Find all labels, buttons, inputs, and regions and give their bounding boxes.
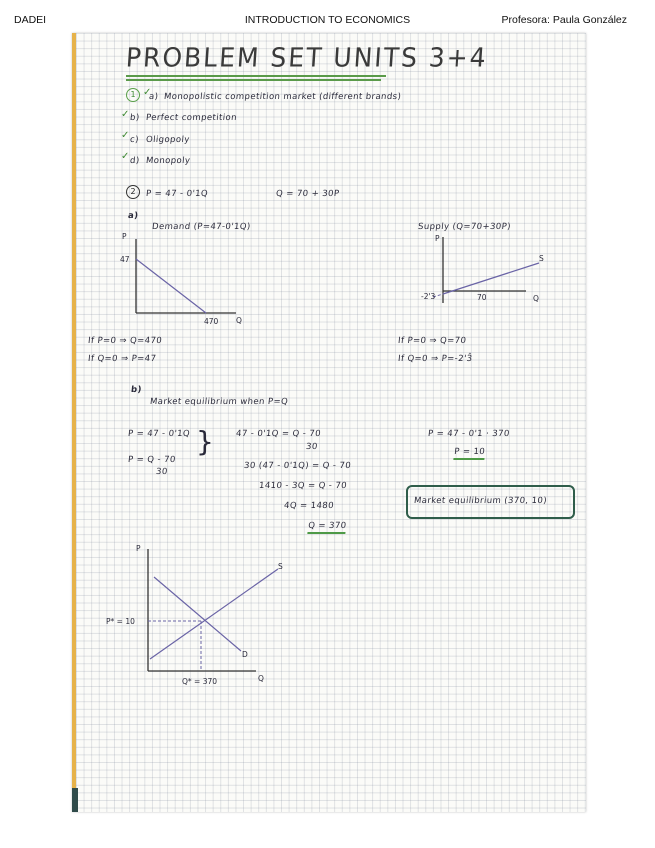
q1-item-b-label: b): [129, 113, 141, 123]
equilibrium-graph: [106, 541, 296, 691]
demand-note-2: If Q=0 ⇒ P=47: [87, 354, 157, 364]
demand-label: Demand (P=47-0'1Q): [151, 222, 252, 232]
page-title: PROBLEM SET UNITS 3+4: [124, 42, 489, 73]
q1-item-b-text: Perfect competition: [145, 113, 238, 123]
part-b-label: b): [130, 385, 143, 395]
q1-item-a-text: Monopolistic competition market (different brands): [163, 92, 402, 102]
eq-q-axis-label: Q: [258, 674, 264, 683]
system-eq-2-denominator: 30: [155, 467, 169, 477]
demand-q-axis-label: Q: [236, 316, 242, 325]
system-eq-1: P = 47 - 0'1Q: [127, 429, 191, 439]
equilibrium-box: [406, 485, 575, 519]
binder-corner: [72, 788, 78, 812]
step-1-denominator: 30: [305, 442, 319, 452]
q1-item-c-text: Oligopoly: [145, 135, 191, 145]
eq-demand-curve: [154, 577, 241, 651]
supply-q-axis-label: Q: [533, 294, 539, 303]
eq-supply-label: S: [278, 562, 283, 571]
supply-p-axis-label: P: [435, 234, 440, 243]
q2-quantity-equation: Q = 70 + 30P: [275, 189, 340, 199]
system-brace: }: [196, 425, 215, 458]
check-icon: ✓: [121, 130, 130, 141]
question-2-number: 2: [126, 185, 140, 199]
title-underline: [126, 75, 386, 77]
supply-curve-label: S: [539, 254, 544, 263]
eq-q-star: Q* = 370: [182, 677, 218, 686]
demand-q-intercept: 470: [204, 317, 219, 326]
equilibrium-box-text: Market equilibrium (370, 10): [413, 496, 548, 506]
q1-item-c-label: c): [129, 135, 140, 145]
title-underline-2: [126, 79, 381, 81]
step-4: 4Q = 1480: [283, 501, 335, 511]
step-3: 1410 - 3Q = Q - 70: [258, 481, 348, 491]
demand-p-intercept: 47: [120, 255, 130, 264]
system-eq-2: P = Q - 70: [127, 455, 177, 465]
graph-paper-sheet: [72, 33, 586, 812]
step-1: 47 - 0'1Q = Q - 70: [235, 429, 322, 439]
supply-graph: [421, 233, 551, 313]
check-icon: ✓: [143, 87, 152, 98]
question-1-number: 1: [126, 88, 140, 102]
price-calculation: P = 47 - 0'1 · 370: [427, 429, 511, 439]
eq-p-axis-label: P: [136, 544, 141, 553]
price-result: P = 10: [453, 447, 485, 460]
eq-supply-curve: [150, 569, 278, 659]
demand-graph: [116, 231, 246, 331]
eq-demand-label: D: [242, 650, 248, 659]
header-center: INTRODUCTION TO ECONOMICS: [244, 14, 411, 26]
supply-label: Supply (Q=70+30P): [417, 222, 512, 232]
check-icon: ✓: [121, 109, 130, 120]
q1-item-d-label: d): [129, 156, 141, 166]
step-result-q: Q = 370: [307, 521, 347, 534]
header-right: Profesora: Paula González: [501, 14, 627, 26]
step-2: 30 (47 - 0'1Q) = Q - 70: [243, 461, 352, 471]
part-a-label: a): [127, 211, 139, 221]
eq-p-star: P* = 10: [106, 617, 135, 626]
supply-q-intercept: 70: [477, 293, 487, 302]
check-icon: ✓: [121, 151, 130, 162]
equilibrium-heading: Market equilibrium when P=Q: [149, 397, 289, 407]
supply-note-2: If Q=0 ⇒ P=-2'3̂: [397, 354, 473, 364]
supply-curve: [443, 263, 539, 294]
demand-note-1: If P=0 ⇒ Q=470: [87, 336, 163, 346]
demand-curve: [136, 259, 206, 313]
supply-p-intercept: -2'3: [421, 292, 436, 301]
q2-price-equation: P = 47 - 0'1Q: [145, 189, 209, 199]
q1-item-a-label: a): [148, 92, 159, 102]
q1-item-d-text: Monopoly: [145, 156, 191, 166]
header-left: DADEI: [14, 14, 47, 26]
supply-note-1: If P=0 ⇒ Q=70: [397, 336, 467, 346]
demand-p-axis-label: P: [122, 232, 127, 241]
